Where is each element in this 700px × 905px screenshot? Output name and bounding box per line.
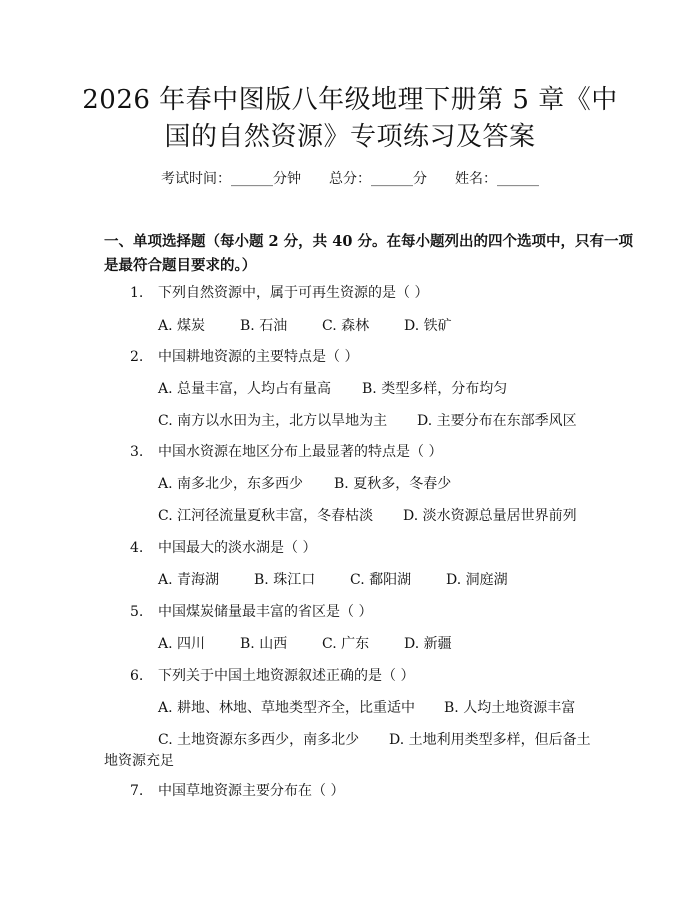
question-number: 1. bbox=[130, 285, 144, 301]
question-5 bbox=[130, 601, 610, 621]
question-3 bbox=[130, 441, 610, 461]
option-c: C. 土地资源东多西少，南多北少 bbox=[158, 732, 360, 748]
question-2 bbox=[130, 346, 610, 366]
question-stem: 中国耕地资源的主要特点是（ ） bbox=[158, 349, 359, 365]
student-name-label: 姓名：______ bbox=[455, 171, 539, 187]
question-stem: 下列关于中国土地资源叙述正确的是（ ） bbox=[158, 668, 415, 684]
total-score-label: 总分：______分 bbox=[329, 171, 427, 187]
option-d-continuation: 地资源充足 bbox=[104, 753, 174, 769]
title-line-1: 2026 年春中图版八年级地理下册第 5 章《中 bbox=[82, 85, 618, 115]
question-number: 6. bbox=[130, 668, 144, 684]
option-d: D. 新疆 bbox=[404, 636, 452, 652]
question-number: 4. bbox=[130, 540, 144, 556]
option-d: D. 淡水资源总量居世界前列 bbox=[403, 508, 577, 524]
option-a: A. 煤炭 bbox=[158, 318, 206, 334]
option-a: A. 四川 bbox=[158, 636, 206, 652]
question-number: 5. bbox=[130, 604, 144, 620]
option-c: C. 鄱阳湖 bbox=[350, 572, 412, 588]
question-6 bbox=[130, 665, 610, 685]
question-3-options-row-1 bbox=[158, 473, 451, 493]
option-c: C. 南方以水田为主，北方以旱地为主 bbox=[158, 413, 388, 429]
option-c: C. 广东 bbox=[322, 636, 370, 652]
question-1-options bbox=[158, 315, 452, 335]
option-b: B. 类型多样，分布均匀 bbox=[362, 381, 508, 397]
question-4-options bbox=[158, 569, 508, 589]
section-heading-line-2: 是最符合题目要求的。） bbox=[104, 257, 257, 274]
question-stem: 中国最大的淡水湖是（ ） bbox=[158, 540, 317, 556]
option-d: D. 主要分布在东部季风区 bbox=[417, 413, 577, 429]
option-c: C. 森林 bbox=[322, 318, 370, 334]
question-5-options bbox=[158, 633, 452, 653]
option-b: B. 山西 bbox=[240, 636, 288, 652]
question-stem: 下列自然资源中，属于可再生资源的是（ ） bbox=[158, 285, 429, 301]
section-heading-line-1: 一、单项选择题（每小题 2 分，共 40 分。在每小题列出的四个选项中，只有一项 bbox=[104, 233, 633, 250]
option-b: B. 石油 bbox=[240, 318, 288, 334]
exam-meta bbox=[0, 168, 700, 188]
question-number: 2. bbox=[130, 349, 144, 365]
title-line-2: 国的自然资源》专项练习及答案 bbox=[164, 122, 536, 152]
question-number: 3. bbox=[130, 444, 144, 460]
question-6-options-row-1 bbox=[158, 697, 575, 717]
question-7 bbox=[130, 780, 610, 800]
question-2-options-row-2 bbox=[158, 410, 577, 430]
option-a: A. 南多北少，东多西少 bbox=[158, 476, 304, 492]
option-c: C. 江河径流量夏秋丰富，冬春枯淡 bbox=[158, 508, 374, 524]
option-b: B. 夏秋多，冬春少 bbox=[334, 476, 452, 492]
option-b: B. 珠江口 bbox=[254, 572, 316, 588]
exam-time-label: 考试时间：______分钟 bbox=[161, 171, 301, 187]
question-3-options-row-2 bbox=[158, 505, 577, 525]
option-a: A. 耕地、林地、草地类型齐全，比重适中 bbox=[158, 700, 416, 716]
document-title bbox=[60, 82, 640, 156]
question-stem: 中国草地资源主要分布在（ ） bbox=[158, 783, 345, 799]
question-stem: 中国煤炭储量最丰富的省区是（ ） bbox=[158, 604, 373, 620]
question-stem: 中国水资源在地区分布上最显著的特点是（ ） bbox=[158, 444, 443, 460]
question-6-options-row-2 bbox=[158, 729, 591, 749]
option-d: D. 洞庭湖 bbox=[446, 572, 508, 588]
option-b: B. 人均土地资源丰富 bbox=[444, 700, 576, 716]
question-1 bbox=[130, 282, 610, 302]
question-4 bbox=[130, 537, 610, 557]
option-a: A. 青海湖 bbox=[158, 572, 220, 588]
option-d: D. 铁矿 bbox=[404, 318, 452, 334]
question-number: 7. bbox=[130, 783, 144, 799]
option-d: D. 土地利用类型多样，但后备土 bbox=[389, 732, 591, 748]
question-2-options-row-1 bbox=[158, 378, 507, 398]
option-a: A. 总量丰富，人均占有量高 bbox=[158, 381, 332, 397]
section-heading bbox=[104, 230, 633, 278]
